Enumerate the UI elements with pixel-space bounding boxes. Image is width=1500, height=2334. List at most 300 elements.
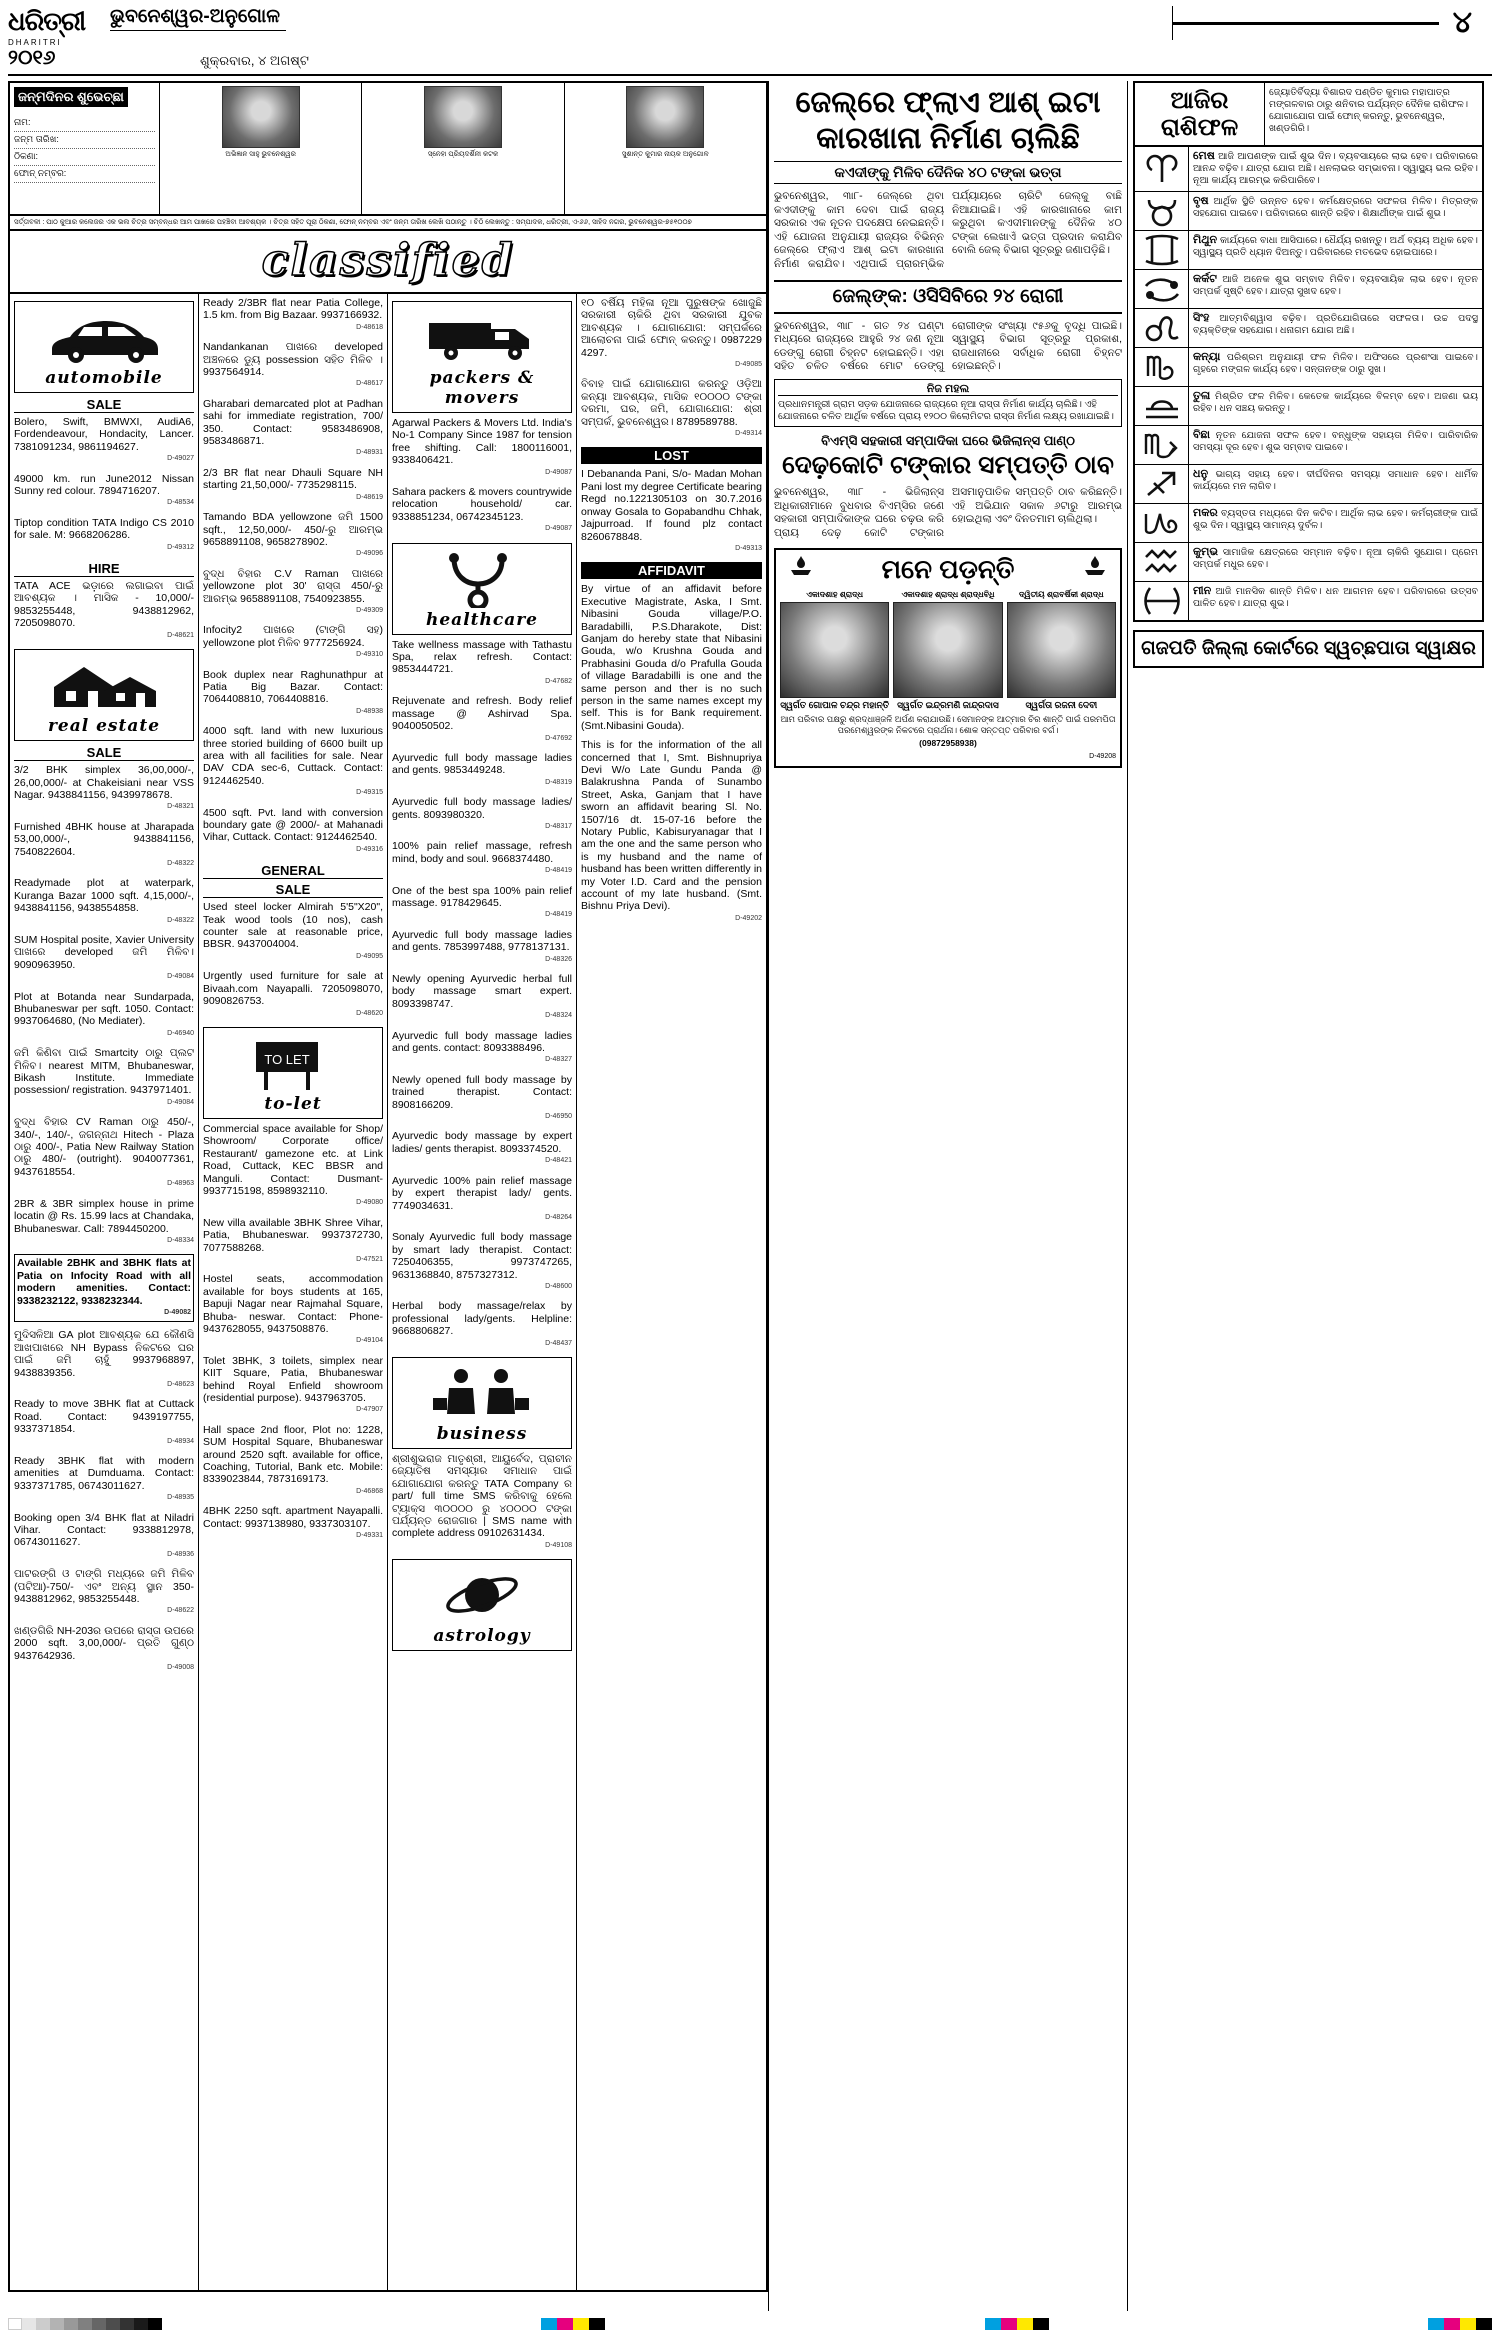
ad-code: D-48321: [167, 803, 194, 811]
lead-story-subhead: କଏଦୀଙ୍କୁ ମିଳିବ ଦୈନିକ ୪୦ ଟଙ୍କା ଭତ୍ତା: [774, 161, 1122, 184]
classified-ad[interactable]: [14, 1329, 194, 1391]
horoscope-text: [1189, 426, 1482, 464]
category-label: business: [436, 1423, 528, 1444]
classified-ad[interactable]: [203, 669, 383, 719]
ad-text: Ayurvedic body massage by expert ladies/ gents therapist. 8093374520.: [392, 1130, 572, 1155]
pisces-icon: [1135, 582, 1189, 620]
ad-code: D-49084: [167, 973, 194, 981]
birthday-photo-3: [565, 83, 766, 214]
ad-text: Bolero, Swift, BMWXI, AudiA6, Fordendeavour, Hondacity, Lancer. 7381091234, 9861194627.: [14, 416, 194, 453]
masthead-rule: [1173, 22, 1439, 25]
classified-ad[interactable]: [203, 1505, 383, 1542]
ad-code: D-48324: [545, 1012, 572, 1020]
ad-code: D-48623: [167, 1380, 194, 1388]
sidebar-box-body: ପ୍ରଧାନମନ୍ତ୍ରୀ ଗ୍ରାମ ସଡ଼କ ଯୋଜନାରେ ରାଜ୍ୟରେ ନୂଆ ରାସ୍ତା ନିର୍ମାଣ କାର୍ଯ୍ୟ ଚାଲିଛି। ଏହି ଯୋଜନାରେ ଚଳିତ ଆର୍ଥିକ ବର୍ଷରେ ପ୍ରାୟ ୧୨୦୦ କିଲୋମିଟର ରାସ୍ତା ନିର୍ମାଣ ଲକ୍ଷ୍ୟ ରଖାଯାଇଛି।: [778, 398, 1114, 422]
ad-code: D-46868: [356, 1487, 383, 1495]
ad-code: D-48326: [545, 955, 572, 963]
ad-code: D-49085: [735, 361, 762, 369]
classified-ad[interactable]: [14, 1047, 194, 1109]
scorpio-icon: [1135, 426, 1189, 464]
ad-text: Tolet 3BHK, 3 toilets, simplex near KIIT Square, Patia, Bhubaneswar behind Royal Enfield showroom (residential purpose). 9437963705.: [203, 1354, 383, 1405]
horoscope-header: [1133, 81, 1484, 147]
ad-code: D-48620: [356, 1009, 383, 1017]
classified-ad[interactable]: [392, 752, 572, 789]
stethoscope-icon: [397, 548, 567, 610]
headline-line-2: କାରଖାନା ନିର୍ମାଣ ଚାଲିଛି: [816, 122, 1080, 155]
ad-code: D-49080: [356, 1199, 383, 1207]
ad-code: D-49104: [356, 1337, 383, 1345]
classified-ad[interactable]: [392, 639, 572, 689]
category-label: astrology: [433, 1626, 531, 1647]
page-number: ୪: [1452, 6, 1472, 39]
grey-ramp: [8, 2318, 162, 2330]
horoscope-section: [1128, 81, 1484, 2311]
news-section: [768, 81, 1128, 2311]
deceased-name: ସ୍ୱର୍ଗତ ଇନ୍ଦ୍ରମଣି ଜାନ୍ଦ୍ରଦାସ: [897, 700, 999, 711]
sign-name: ବିଛା: [1193, 428, 1210, 441]
ad-text: Available 2BHK and 3BHK flats at Patia on Infocity Road with all modern amenities. Contact: 9338232122, 9338232344.: [17, 1257, 191, 1307]
category-label: automobile: [45, 368, 163, 388]
ad-text: Ayurvedic full body massage ladies and gents. 9853449248.: [392, 751, 572, 777]
logo-year: ୨୦୧୬: [8, 47, 56, 69]
to-let-sign-icon: [208, 1032, 378, 1094]
horoscope-text: [1189, 192, 1482, 230]
obituary-rite: ଦ୍ୱିତୀୟ ଶ୍ରାବର୍ଷିକୀ ଶ୍ରାଦ୍ଧ: [1019, 590, 1104, 600]
ad-code: D-47521: [356, 1255, 383, 1263]
classified-ad[interactable]: [14, 1568, 194, 1618]
obituary-box: [774, 548, 1122, 768]
publication-date: ଶୁକ୍ରବାର, ୪ ଅଗଷ୍ଟ: [200, 53, 309, 68]
classified-ad[interactable]: [581, 297, 762, 371]
classified-ad[interactable]: [14, 1512, 194, 1562]
classified-ad[interactable]: [203, 398, 383, 460]
ad-code: D-48963: [167, 1180, 194, 1188]
deceased-photo: [1007, 602, 1116, 698]
ad-code: D-49008: [167, 1664, 194, 1672]
sign-text: କାର୍ଯ୍ୟରେ ବାଧା ଆସିପାରେ। ଧୈର୍ଯ୍ୟ ରଖନ୍ତୁ। ଅର୍ଥ ବ୍ୟୟ ଅଧିକ ହେବ। ସ୍ୱାସ୍ଥ୍ୟ ପ୍ରତି ଧ୍ୟାନ ଦିଅନ୍ତୁ। ପରିବାରରେ ମତଭେଦ ହୋଇପାରେ।: [1193, 234, 1478, 258]
color-patch-yellow-2: [1017, 2318, 1033, 2330]
third-story-kicker: ବିଏମ୍‌ସି ସହକାରୀ ସମ୍ପାଦିକା ଘରେ ଭିଜିଲାନ୍ସ ପାଣ୍ଠ: [821, 432, 1075, 448]
taurus-icon: [1135, 192, 1189, 230]
heading-hire: HIRE: [14, 561, 194, 577]
birthday-terms: ସର୍ତ୍ତାବଳୀ : ପାଠ କୁଆର କଲେଜର ଏକ ଭଲ ଚିତ୍ର ସମ୍ବନ୍ଧର ଆମ ପାଖରେ ପହଞ୍ଚିବା ଆବଶ୍ୟକ । ଚିତ୍ର ସହିତ ପୂରା ଠିକଣା, ଫୋନ୍ ନମ୍ବର ଏବଂ ଜନ୍ମ ତାରିଖ ଲେଖି ପଠାନ୍ତୁ । ଚିଠି ଲେଖନ୍ତୁ : ସମ୍ପାଦକ, ଧରିତ୍ରୀ, ଏ-୬୬, ସାହିଦ ନଗର, ଭୁବନେଶ୍ୱର-୭୫୧୦୦୭: [8, 216, 768, 231]
ad-text: ବିବାହ ପାଇଁ ଯୋଗାଯୋଗ କରନ୍ତୁ ଓଡ଼ିଆ କନ୍ୟା ଆବଶ୍ୟକ, ମାସିକ ୧୦୦୦୦ ଟଙ୍କା ଦରମା, ଘର, ଜମି, ଯୋଗାଯୋଗ: ଶ୍ରୀ ସମ୍ପର୍କ, ଭୁବନେଶ୍ୱର। 8789589788.: [581, 378, 762, 428]
heading-sale: SALE: [14, 397, 194, 413]
ad-code: D-49082: [164, 1308, 191, 1316]
third-story-body: ଭୁବନେଶ୍ୱର, ୩ା୮ - ଭିଜିଲାନ୍ସ ଅଧିକାରୀମାନେ ବୁଧବାର ବିଏମ୍‌ସିର ଜଣେ ସହକାରୀ ସମ୍ପାଦିକାଙ୍କ ଘରେ ଚଢ଼ଉ କରି ପ୍ରାୟ ଦେଢ଼ କୋଟି ଟଙ୍କାର ଅସମାନୁପାତିକ ସମ୍ପତ୍ତି ଠାବ କରିଛନ୍ତି। ଏହି ଅଭିଯାନ ସକାଳ ୬ଟାରୁ ଆରମ୍ଭ ହୋଇଥିଲା ଏବଂ ଦିନତମାମ ଚାଲିଥିଲା।: [774, 485, 1122, 539]
ad-text: Nandankanan ପାଖରେ developed ଅଞ୍ଚଳରେ ଡ୍ୟୁ possession ସହିତ ମିଳିବ । 9937564914.: [203, 341, 383, 379]
horoscope-text: [1189, 543, 1482, 581]
sidebar-box: [774, 379, 1122, 427]
ad-text: Plot at Botanda near Sundarpada, Bhubaneswar per sqft. 1050. Contact: 9937064680, (No Mediater).: [14, 990, 194, 1028]
ad-code: D-49331: [356, 1532, 383, 1540]
ad-code: D-48419: [545, 867, 572, 875]
horoscope-text: [1189, 465, 1482, 503]
ad-text: Rejuvenate and refresh. Body relief massage @ Ashirvad Spa. 9040050502.: [392, 695, 572, 733]
ad-code: D-48938: [356, 707, 383, 715]
classified-ad[interactable]: [203, 807, 383, 857]
birthday-caption: ସୁଶାନ୍ତ କୁମାର ନାୟକ ଅନୁଗୋଳ: [621, 151, 709, 158]
classified-ad[interactable]: [14, 416, 194, 466]
ad-text: Ayurvedic full body massage ladies and gents. contact: 8093388496.: [392, 1029, 572, 1055]
child-photo: [424, 86, 502, 148]
category-label: real estate: [47, 716, 161, 737]
heading-sale-2: SALE: [14, 745, 194, 761]
birthday-title: ଜନ୍ମଦିନର ଶୁଭେଚ୍ଛା: [14, 87, 128, 107]
horoscope-row-cancer: [1135, 270, 1482, 309]
print-registration-bar: [8, 2318, 1492, 2330]
ad-code: D-48322: [167, 916, 194, 924]
masthead: [8, 6, 1492, 76]
ad-text: New villa available 3BHK Shree Vihar, Patia, Bhubaneswar. 9937372730, 7077588268.: [203, 1216, 383, 1254]
sign-name: କର୍କଟ: [1193, 272, 1217, 285]
ad-text: Agarwal Packers & Movers Ltd. India's No-1 Company Since 1987 for tension free shifting. Call: 1800116001, 9338406421.: [392, 417, 572, 467]
horoscope-row-aquarius: [1135, 543, 1482, 582]
ad-text: ମୁଦିସଳିଆ GA plot ଆବଶ୍ୟକ ଯେ କୌଣସି ଆଖପାଖରେ NH Bypass ନିକଟରେ ଘର ପାଇଁ ଜମି ଚାହୁଁ 9937968897, 9438839356.: [14, 1329, 194, 1379]
ad-code: D-48618: [356, 323, 383, 331]
birthday-caption: ସ୍ନେହା ପ୍ରିୟଦର୍ଶିନୀ କଟକ: [427, 151, 499, 158]
classified-ad[interactable]: [203, 341, 383, 391]
ad-text: 2/3 BR flat near Dhauli Square NH starting 21,50,000/- 7735298115.: [203, 466, 383, 492]
horoscope-text: [1189, 231, 1482, 269]
deceased-name: ସ୍ୱର୍ଗତ ଗୋପାଳ ଚନ୍ଦ୍ର ମହାନ୍ତି: [780, 700, 890, 711]
classified-ad[interactable]: [392, 840, 572, 877]
classified-ad[interactable]: [203, 568, 383, 618]
section-lost: LOST: [581, 447, 762, 464]
ad-text: 4000 sqft. land with new luxurious three storied building of 6600 built up area with all facilities for sale. Near DAV CDA sec-6, Cuttack. Contact: 9124462540.: [203, 725, 383, 787]
affidavit-notice-1[interactable]: [581, 583, 762, 732]
planet-icon: [397, 1564, 567, 1626]
obituary-rite: ଏକାଦଶାହ ଶ୍ରାଦ୍ଧ: [806, 590, 864, 600]
logo-main-text: ଧରିତ୍ରୀ: [8, 6, 86, 36]
classified-ad[interactable]: [392, 885, 572, 922]
libra-icon: [1135, 387, 1189, 425]
ad-code: D-47907: [356, 1406, 383, 1414]
horoscope-text: [1189, 582, 1482, 620]
color-patch-magenta: [557, 2318, 573, 2330]
affidavit-text: By virtue of an affidavit before Executive Magistrate, Aska, I Smt. Nibasini Gouda village/P.O. Baradabilli, P.S.Dharakote, Dist: Ganjam do hereby state that Nibasini Gouda, w/o Krushna Gouda and Prabhasini Gouda d/o Prafulla Gouda of village Baradabilli is one and the same person and ther is no such person in the same names except my self. This is for Bank requirement. (Smt.Nibasini Gouda).: [581, 583, 762, 732]
obituary-message: ଆମ ପରିବାର ପକ୍ଷରୁ ଶ୍ରଦ୍ଧାଞ୍ଜଳି ଅର୍ପଣ କରାଯାଉଛି। ସେମାନଙ୍କ ଆତ୍ମାର ଚିର ଶାନ୍ତି ପାଇଁ ପରମପିତା ପରମେଶ୍ୱରଙ୍କ ନିକଟରେ ପ୍ରାର୍ଥନା। ଶୋକ ସନ୍ତପ୍ତ ପରିବାର ବର୍ଗ।: [780, 714, 1116, 735]
ad-text: 4BHK 2250 sqft. apartment Nayapalli. Contact: 9937138980, 9337303107.: [203, 1505, 383, 1530]
ad-code: D-48621: [167, 631, 194, 639]
classified-ad-highlighted[interactable]: [14, 1254, 194, 1322]
classified-ad[interactable]: [203, 297, 383, 334]
ad-text: Book duplex near Raghunathpur at Patia Big Bazar. Contact: 7064408810, 7064408816.: [203, 668, 383, 706]
classified-ad[interactable]: [392, 929, 572, 966]
category-automobile: [14, 301, 194, 393]
ad-code: D-48931: [356, 449, 383, 457]
sign-text: ଆଜି ମାନସିକ ଶାନ୍ତି ମିଳିବ। ଧନ ଆଗମନ ହେବ। ପରିବାରରେ ଉତ୍ସବ ପାଳିତ ହେବ। ଯାତ୍ରା ଶୁଭ।: [1193, 585, 1479, 609]
category-label: packers & movers: [429, 368, 535, 408]
ad-code: D-49087: [545, 468, 572, 476]
classified-columns: [8, 294, 768, 2292]
category-label: healthcare: [426, 609, 538, 630]
ad-text: 4500 sqft. Pvt. land with conversion boundary gate @ 2000/- at Mahanadi Vihar, Cuttack. Contact: 9124462540.: [203, 806, 383, 844]
ad-code: D-48934: [167, 1437, 194, 1445]
third-story-headline: ଦେଢ଼କୋଟି ଟଙ୍କାର ସମ୍ପତ୍ତି ଠାବ: [782, 450, 1114, 479]
ad-code: D-49096: [356, 550, 383, 558]
obituary-person-3: [1007, 590, 1116, 711]
heading-general: GENERAL: [203, 863, 383, 879]
classified-column-2: [199, 294, 388, 2290]
color-patch-cyan-2: [985, 2318, 1001, 2330]
ad-text: One of the best spa 100% pain relief massage. 9178429645.: [392, 884, 572, 909]
ad-text: Hostel seats, accommodation available for boys students at 165, Bapuji Nagar near Rajmahal Square, Bhuba- neswar. Contact: Phone- 9437628055, 9437508876.: [203, 1273, 383, 1335]
ad-code: D-49095: [356, 952, 383, 960]
classified-ad[interactable]: [203, 1273, 383, 1347]
birthday-caption: ଅଭିଜ୍ଞାନ ସାହୁ ଭୁବନେଶ୍ୱର: [225, 151, 296, 158]
horoscope-text: [1189, 309, 1482, 347]
lead-story-body: ଭୁବନେଶ୍ୱର, ୩ା୮- ଜେଲ୍‌ରେ ଥିବା କଏଦୀଙ୍କୁ କାମ ଦେବା ପାଇଁ ରାଜ୍ୟ ସରକାର ଏକ ନୂତନ ପଦକ୍ଷେପ ନେଇଛନ୍ତି। ଏହି ଯୋଜନା ଅନୁଯାୟୀ ରାଜ୍ୟର ବିଭିନ୍ନ ଜେଲ୍‌ରେ ଫ୍ଲାଏ ଆଶ୍ ଇଟା କାରଖାନା ନିର୍ମାଣ କରାଯିବ। ଏଥିପାଇଁ ପ୍ରାରମ୍ଭିକ ପର୍ଯ୍ୟାୟରେ ଚାରିଟି ଜେଲ୍‌କୁ ବାଛି ନିଆଯାଇଛି। ଏହି କାରଖାନାରେ କାମ କରୁଥିବା କଏଦୀମାନଙ୍କୁ ଦୈନିକ ୪୦ ଟଙ୍କା ଲେଖାଏଁ ଭତ୍ତା ପ୍ରଦାନ କରାଯିବ ବୋଲି ଜେଲ୍ ବିଭାଗ ସୂତ୍ରରୁ ଜଣାପଡ଼ିଛି।: [774, 190, 1122, 270]
ad-code: D-49087: [545, 525, 572, 533]
classified-ad[interactable]: [203, 511, 383, 561]
ad-text: Furnished 4BHK house at Jharapada 53,00,000/-, 9438841156, 7540822604.: [14, 820, 194, 858]
birthday-field-address: ଠିକଣା:: [14, 149, 155, 166]
ad-text: Sonaly Ayurvedic full body massage by smart lady therapist. Contact: 7250406355, 9973747265, 9631368840, 8757327312.: [392, 1231, 572, 1281]
ad-text: Ready to move 3BHK flat at Cuttack Road. Contact: 9439197755, 9337371854.: [14, 1398, 194, 1436]
classified-ad[interactable]: [203, 1123, 383, 1210]
ad-text: 3/2 BHK simplex 36,00,000/-, 26,00,000/- at Chakeisiani near VSS Nagar. 9438841156, 9439978678.: [14, 764, 194, 801]
horoscope-list: [1133, 147, 1484, 622]
ad-text: ପାଟରଙ୍ଗି ଓ ଟାଙ୍ଗି ମଧ୍ୟରେ ଜମି ମିଳିବ (ପଟିଆ)-750/- ଏବଂ ଅନ୍ୟ ସ୍ଥାନ 350- 9438812962, 9853255448.: [14, 1568, 194, 1606]
horoscope-row-libra: [1135, 387, 1482, 426]
birthday-fields: [14, 115, 155, 183]
classified-ad[interactable]: [14, 821, 194, 871]
sign-text: ମିଶ୍ରିତ ଫଳ ମିଳିବ। କେତେକ କାର୍ଯ୍ୟରେ ବିଳମ୍ବ ହେବ। ଅଜଣା ଭୟ ରହିବ। ଧନ ସଞ୍ଚୟ କରନ୍ତୁ।: [1193, 390, 1478, 414]
horoscope-row-leo: [1135, 309, 1482, 348]
ad-code: D-48622: [167, 1607, 194, 1615]
classified-ad[interactable]: [392, 695, 572, 745]
ad-text: Urgently used furniture for sale at Bivaah.com Nayapalli. 7205098070, 9090826753.: [203, 970, 383, 1008]
category-packers-movers: [392, 301, 572, 413]
sign-name: ମେଷ: [1193, 150, 1215, 162]
ad-text: Ready 2/3BR flat near Patia College, 1.5 km. from Big Bazaar. 9937166932.: [203, 297, 383, 322]
section-affidavit: AFFIDAVIT: [581, 562, 762, 579]
child-photo: [626, 86, 704, 148]
color-patch-magenta-3: [1444, 2318, 1460, 2330]
ad-code: D-48264: [545, 1213, 572, 1221]
lost-notice[interactable]: [581, 468, 762, 555]
sagittarius-icon: [1135, 465, 1189, 503]
classified-ad[interactable]: [392, 486, 572, 536]
ad-text: SUM Hospital posite, Xavier University ପାଖରେ developed ଜମି ମିଳିବ। 9090963950.: [14, 933, 194, 971]
classified-ad[interactable]: [392, 1175, 572, 1225]
ad-code: D-47682: [545, 677, 572, 685]
affidavit-text: This is for the information of the all concerned that I, Smt. Bishnupriya Devi W/o Late Gundu Panda @ Balakrushna Panda of Sunambo Street, Aska, Ganjam that I have sworn an affidavit bearing Sl. No. 1507/16 dt. 15-07-16 before the Notary Public, Kabisuryanagar that I am the one and the same person who is my husband and the name of husband has been written differently in my Voter I.D. Card and the pension account of my late husband. (Smt. Bishnu Priya Devi).: [581, 739, 762, 913]
classified-ad[interactable]: [203, 901, 383, 963]
classified-ad[interactable]: [392, 1030, 572, 1067]
ad-code: D-49314: [735, 430, 762, 438]
ad-code: D-49309: [356, 606, 383, 614]
classified-ad[interactable]: [392, 1453, 572, 1552]
classified-ad[interactable]: [14, 1625, 194, 1675]
sign-name: ଧନୁ: [1193, 467, 1209, 480]
headline-line-1: ଜେଲ୍‌ରେ ଫ୍ଲାଏ ଆଶ୍‌ ଇଟା: [795, 86, 1101, 119]
ad-code: D-48319: [545, 778, 572, 786]
ad-code: D-49313: [735, 544, 762, 552]
sign-text: ନୂତନ ଯୋଜନା ସଫଳ ହେବ। ବନ୍ଧୁଙ୍କ ସହାୟତା ମିଳିବ। ପାରିବାରିକ ସମସ୍ୟା ଦୂର ହେବ। ଶୁଭ ସମ୍ବାଦ ପାଇବେ।: [1193, 429, 1478, 453]
classified-ad[interactable]: [392, 1231, 572, 1293]
ad-text: Hall space 2nd floor, Plot no: 1228, SUM Hospital Square, Bhubaneswar around 2520 sqft. available for office, Coaching, Tutorial, Bank etc. Mobile: 8339023844, 7873169173.: [203, 1423, 383, 1486]
ad-text: Used steel locker Almirah 5'5"X20", Teak wood tools (10 nos), cash counter sale at reasonable price, BBSR. 9437004004.: [203, 901, 383, 951]
classified-ad[interactable]: [392, 417, 572, 479]
horoscope-row-scorpio: [1135, 426, 1482, 465]
sign-text: ଆର୍ଥିକ ସ୍ଥିତି ଉନ୍ନତ ହେବ। କର୍ମକ୍ଷେତ୍ରରେ ସଫଳତା ମିଳିବ। ମିତ୍ରଙ୍କ ସହଯୋଗ ପାଇବେ। ପରିବାରରେ ଶାନ୍ତି ରହିବ। ଶିକ୍ଷାର୍ଥୀଙ୍କ ପାଇଁ ଶୁଭ।: [1193, 195, 1478, 219]
capricorn-icon: [1135, 504, 1189, 542]
category-to-let: [203, 1027, 383, 1119]
classified-ad[interactable]: [14, 991, 194, 1041]
horoscope-row-sagittarius: [1135, 465, 1482, 504]
horoscope-row-virgo: [1135, 348, 1482, 387]
sign-name: କନ୍ୟା: [1193, 350, 1221, 363]
horoscope-text: [1189, 387, 1482, 425]
horoscope-title: ଆଜିର ରାଶିଫଳ: [1135, 83, 1265, 145]
classified-ad[interactable]: [14, 764, 194, 814]
ad-text: Newly opening Ayurvedic herbal full body massage smart expert. 8093398747.: [392, 973, 572, 1010]
bottom-banner: ଗଜପତି ଜିଲ୍ଲା କୋର୍ଟରେ ସ୍ୱଚ୍ଛପାତା ସ୍ୱାକ୍ଷର: [1133, 630, 1484, 668]
child-photo: [222, 86, 300, 148]
classified-ad[interactable]: [14, 1455, 194, 1505]
classified-ad[interactable]: [14, 580, 194, 642]
birthday-photo-1: [160, 83, 362, 214]
classified-banner: [8, 231, 768, 294]
horoscope-text: [1189, 270, 1482, 308]
horoscope-text: [1189, 348, 1482, 386]
sign-name: ତୁଳା: [1193, 389, 1211, 402]
obituary-photos: [780, 590, 1116, 711]
ad-text: ବୁଦ୍ଧ ବିହାର CV Raman ଠାରୁ 450/-, 340/-, 140/-, ଜଗନ୍ନାଥ Hitech - Plaza ଠାରୁ 400/-, Patia New Railway Station ଠାରୁ 480/- (outright). 9040077361, 9437618554.: [14, 1116, 194, 1178]
classified-ad[interactable]: [392, 1074, 572, 1124]
classified-ad[interactable]: [392, 1300, 572, 1350]
affidavit-notice-2[interactable]: [581, 739, 762, 925]
classified-ad[interactable]: [203, 1424, 383, 1498]
birthday-field-dob: ଜନ୍ମ ତାରିଖ:: [14, 132, 155, 149]
ad-code: D-46950: [545, 1113, 572, 1121]
sign-text: ଆତ୍ମବିଶ୍ୱାସ ବଢ଼ିବ। ପ୍ରତିଯୋଗିତାରେ ସଫଳତା। ଉଚ୍ଚ ପଦସ୍ଥ ବ୍ୟକ୍ତିଙ୍କ ସହଯୋଗ। ଧନାଗମ ଯୋଗ ଅଛି।: [1193, 312, 1478, 336]
horoscope-astrologer-note: ଜ୍ୟୋତିର୍ବିଦ୍ୟା ବିଶାରଦ ପଣ୍ଡିତ କୁମାର ମହାପାତ୍ର ମଙ୍ଗଳବାର ଠାରୁ ଶନିବାର ପର୍ଯ୍ୟନ୍ତ ଦୈନିକ ରାଶିଫଳ। ଯୋଗାଯୋଗ ପାଇଁ ଫୋନ୍ କରନ୍ତୁ, ଭୁବନେଶ୍ୱର, ଖଣ୍ଡଗିରି।: [1269, 87, 1469, 134]
ad-text: Tiptop condition TATA Indigo CS 2010 for sale. M: 9668206286.: [14, 516, 194, 542]
birthday-form: [10, 83, 160, 214]
ad-text: Booking open 3/4 BHK flat at Niladri Vihar. Contact: 9338812978, 06743011627.: [14, 1511, 194, 1549]
classified-ad[interactable]: [14, 1198, 194, 1248]
ad-code: D-48317: [545, 822, 572, 830]
classified-ad[interactable]: [203, 1355, 383, 1417]
ad-code: D-49312: [167, 543, 194, 551]
edition-name: ଭୁବନେଶ୍ୱର-ଅନୁଗୋଳ: [110, 6, 286, 31]
classified-ad[interactable]: [203, 1217, 383, 1267]
sign-text: ପରିଶ୍ରମ ଅନୁଯାୟୀ ଫଳ ମିଳିବ। ଅଫିସରେ ପ୍ରଶଂସା ପାଇବେ। ଗୃହରେ ମଙ୍ଗଳ କାର୍ଯ୍ୟ ହେବ। ସନ୍ତାନଙ୍କ ଠାରୁ ସୁଖ।: [1193, 351, 1478, 375]
classified-ad[interactable]: [14, 473, 194, 510]
ad-text: Gharabari demarcated plot at Padhan sahi for immediate registration, 700/ 350. Contact: 9583486908, 9583486871.: [203, 397, 383, 448]
ad-code: D-47692: [545, 734, 572, 742]
ad-text: Ayurvedic full body massage ladies and gents. 7853997488, 9778137131.: [392, 928, 572, 954]
ad-text: Newly opened full body massage by trained therapist. Contact: 8908166209.: [392, 1073, 572, 1111]
classified-ad[interactable]: [203, 970, 383, 1020]
classified-column-1: [10, 294, 199, 2290]
classified-ad[interactable]: [203, 467, 383, 504]
birthday-wishes-box: [8, 81, 768, 216]
classified-ad[interactable]: [203, 725, 383, 799]
color-patch-cyan-3: [1428, 2318, 1444, 2330]
ad-text: Take wellness massage with Tathastu Spa, relax refresh. Contact: 9853444721.: [392, 638, 572, 676]
ad-code: D-49108: [545, 1541, 572, 1549]
cancer-icon: [1135, 270, 1189, 308]
house-icon: [19, 654, 189, 716]
classified-ad[interactable]: [14, 934, 194, 984]
birthday-photos: [160, 83, 766, 214]
ad-text: Ayurvedic 100% pain relief massage by expert therapist lady/ gents. 7749034631.: [392, 1174, 572, 1212]
masthead-logo: [8, 6, 94, 70]
classified-ad[interactable]: [392, 796, 572, 833]
color-patch-yellow-3: [1460, 2318, 1476, 2330]
birthday-field-phone: ଫୋନ୍ ନମ୍ବର:: [14, 166, 155, 183]
sign-text: ଭାଗ୍ୟ ସହାୟ ହେବ। ଦୀର୍ଘଦିନର ସମସ୍ୟା ସମାଧାନ ହେବ। ଧାର୍ମିକ କାର୍ଯ୍ୟରେ ମନ ଲାଗିବ।: [1193, 468, 1478, 492]
color-patch-cyan: [541, 2318, 557, 2330]
classified-column-3: [388, 294, 577, 2290]
sidebar-box-title: ନିଜ ମହଲ: [778, 383, 1118, 396]
ad-code: D-48534: [167, 499, 194, 507]
classified-banner-text: classified: [261, 235, 515, 286]
ad-code: D-49027: [167, 455, 194, 463]
color-patch-black-2: [1033, 2318, 1049, 2330]
ad-code: D-48421: [545, 1157, 572, 1165]
ad-code: D-48936: [167, 1550, 194, 1558]
sign-name: ମିଥୁନ: [1193, 233, 1218, 246]
classified-ad[interactable]: [14, 877, 194, 927]
ad-code: D-49310: [356, 651, 383, 659]
lamp-icon: [1082, 554, 1108, 576]
ad-code: D-49084: [167, 1098, 194, 1106]
deceased-name: ସ୍ୱର୍ଗତା ରଜନୀ ଦେବୀ: [1025, 700, 1098, 711]
ad-text: Infocity2 ପାଖରେ (ଟାଙ୍ଗି ସହ) yellowzone plot ମିଳିବ 9777256924.: [203, 624, 383, 649]
classified-ad[interactable]: [392, 1130, 572, 1167]
sign-text: ବ୍ୟସ୍ତତା ମଧ୍ୟରେ ଦିନ କଟିବ। ଆର୍ଥିକ ଲାଭ ହେବ। କର୍ମଚାରୀଙ୍କ ପାଇଁ ଶୁଭ ଦିନ। ସ୍ୱାସ୍ଥ୍ୟ ସାମାନ୍ୟ ଦୁର୍ବଳ।: [1193, 507, 1478, 531]
ad-text: Tamando BDA yellowzone ଜମି 1500 sqft., 12,50,000/- 450/-ରୁ ଆରମ୍ଭ 9658891108, 9658278902.: [203, 511, 383, 548]
classified-ad[interactable]: [14, 1398, 194, 1448]
color-patch-yellow: [573, 2318, 589, 2330]
classified-ad[interactable]: [14, 1116, 194, 1190]
obituary-person-2: [893, 590, 1002, 711]
category-healthcare: [392, 543, 572, 635]
horoscope-text: [1189, 147, 1482, 191]
sign-name: କୁମ୍ଭ: [1193, 545, 1219, 558]
deceased-photo: [780, 602, 889, 698]
ad-text: Sahara packers & movers countrywide relocation household/ car. 9338851234, 06742345123.: [392, 486, 572, 523]
ad-code: D-49315: [356, 789, 383, 797]
logo-sub-text: DHARITRI: [8, 38, 62, 47]
classified-ad[interactable]: [392, 973, 572, 1023]
classified-ad[interactable]: [203, 624, 383, 661]
classified-ad[interactable]: [14, 517, 194, 554]
aries-icon: [1135, 147, 1189, 191]
sign-name: ବୃଷ: [1193, 194, 1209, 207]
sign-text: ଆଜି ଅନେକ ଶୁଭ ସମ୍ବାଦ ମିଳିବ। ବ୍ୟବସାୟିକ ଲାଭ ହେବ। ନୂତନ ସମ୍ପର୍କ ସୃଷ୍ଟି ହେବ। ଯାତ୍ରା ସୁଖଦ ହେବ।: [1193, 273, 1478, 297]
heading-general-sale: SALE: [203, 882, 383, 898]
obituary-phone: (09872958938): [919, 738, 977, 749]
masthead-right: [1172, 6, 1492, 40]
ad-code: D-49202: [735, 914, 762, 922]
category-astrology: [392, 1559, 572, 1651]
horoscope-row-taurus: [1135, 192, 1482, 231]
svg-text:TO LET: TO LET: [264, 1051, 310, 1067]
classified-section: [8, 81, 768, 2311]
ad-code: D-48322: [167, 859, 194, 867]
ad-text: TATA ACE ଭଡ଼ାରେ ଲଗାଇବା ପାଇଁ ଆବଶ୍ୟକ । ମାସିକ - 10,000/- 9853255448, 9438812962, 7205098070.: [14, 580, 194, 630]
color-patch-black: [589, 2318, 605, 2330]
lost-text: I Debananda Pani, S/o- Madan Mohan Pani lost my degree Certificate bearing Regd no.1221305103 on 30.7.2016 onway Gosala to Gopabandhu Chhak, Jajpurroad. If found plz contact 8260678848.: [581, 468, 762, 543]
color-patch-black-3: [1476, 2318, 1492, 2330]
classified-ad[interactable]: [581, 378, 762, 440]
